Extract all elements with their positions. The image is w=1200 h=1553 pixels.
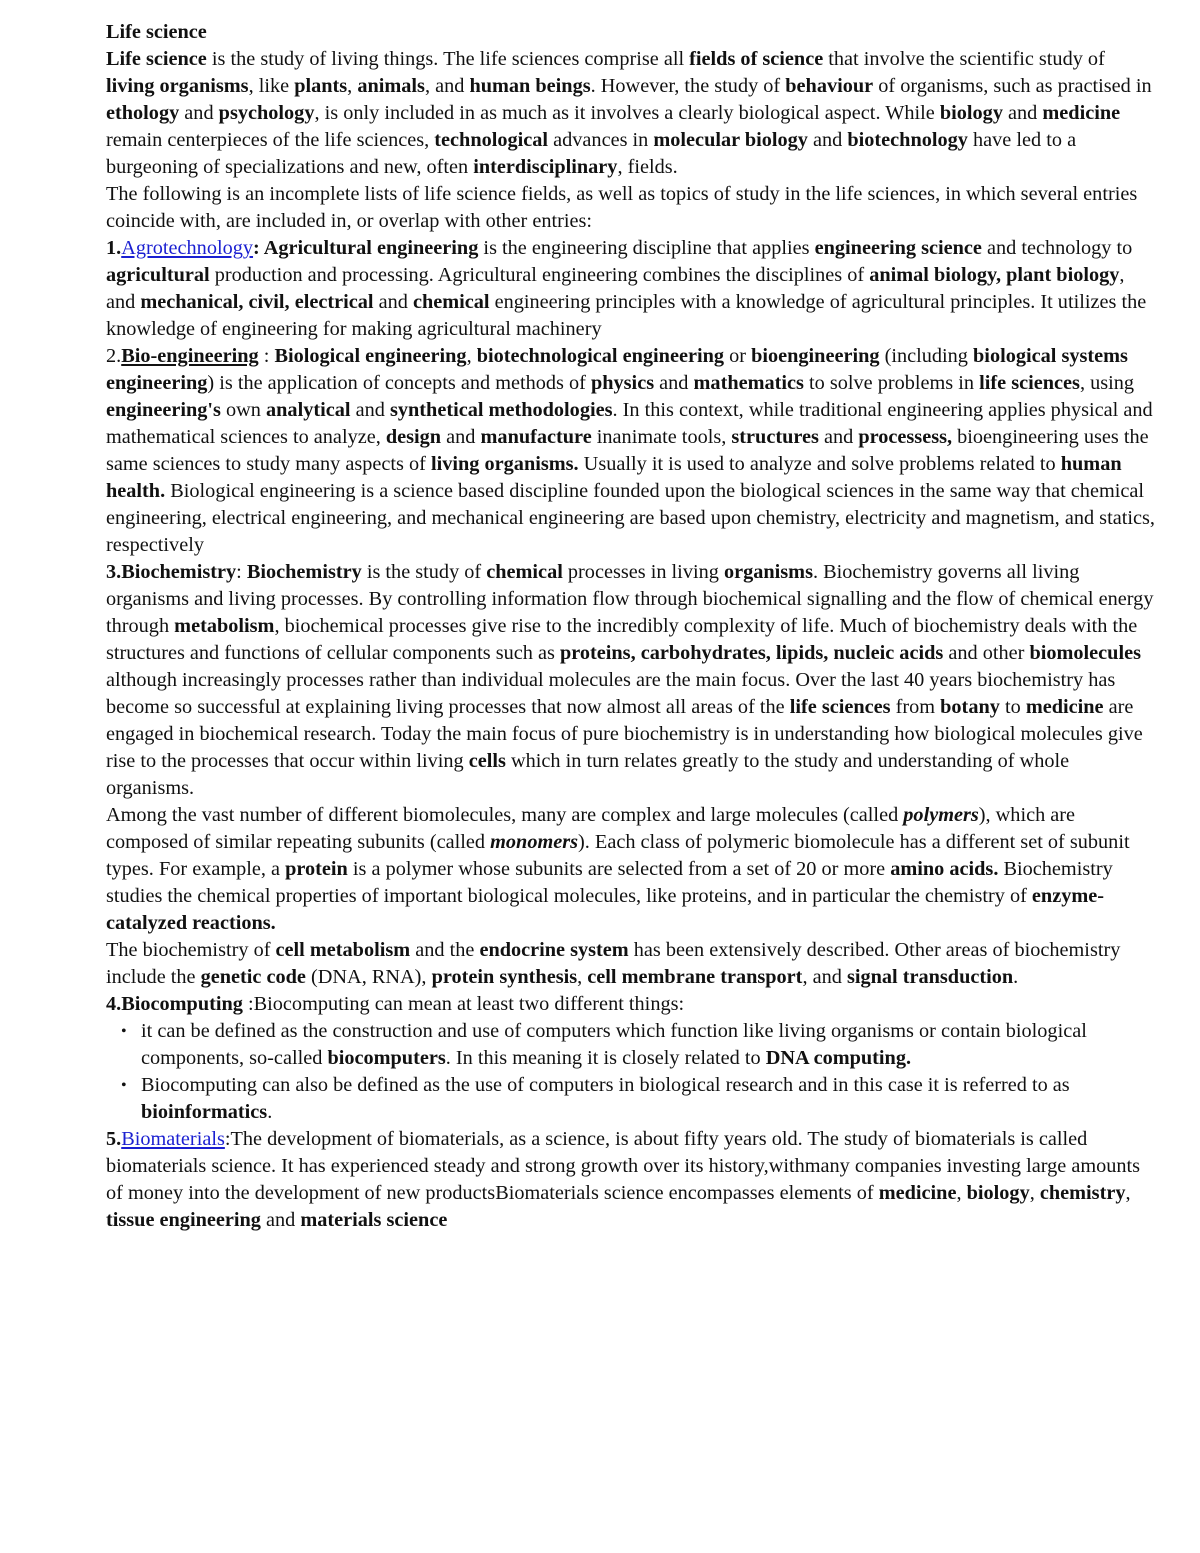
list-item: • it can be defined as the construction and use of computers which function like living organisms or contain biological components, so-called biocomputers. In this meaning it is closely related to DNA computing. — [121, 1020, 1087, 1069]
bullet-icon: • — [121, 1023, 127, 1040]
section-biomaterials: 5.Biomaterials:The development of biomaterials, as a science, is about fifty years old. The study of biomaterials is called biomaterials science. It has experienced steady and strong growth over its history,withmany companies investing large amounts of money into the development of new productsBiomaterials science encompasses elements of medicine, biology, chemistry, tissue engineering and materials science — [106, 1128, 1141, 1231]
document-page — [106, 19, 1156, 1234]
section-bio-engineering: 2.Bio-engineering : Biological engineering, biotechnological engineering or bioengineering (including biological systems engineering) is the application of concepts and methods of physics and mathematics to solve problems in life sciences, using engineering's own analytical and synthetical methodologies. In this context, while traditional engineering applies physical and mathematical sciences to analyze, design and manufacture inanimate tools, structures and processess, bioengineering uses the same sciences to study many aspects of living organisms. Usually it is used to analyze and solve problems related to human health. Biological engineering is a science based discipline founded upon the biological sciences in the same way that chemical engineering, electrical engineering, and mechanical engineering are based upon chemistry, electricity and magnetism, and statics, respectively — [106, 345, 1155, 556]
agrotechnology-link[interactable]: Agrotechnology — [121, 237, 254, 259]
biocomputing-list — [106, 1018, 1156, 1126]
lists-intro-paragraph: The following is an incomplete lists of life science fields, as well as topics of study in the life sciences, in which several entries coincide with, are included in, or overlap with other entries: — [106, 183, 1138, 232]
polymers-paragraph: Among the vast number of different biomolecules, many are complex and large molecules (called polymers), which are composed of similar repeating subunits (called monomers). Each class of polymeric biomolecule has a different set of subunit types. For example, a protein is a polymer whose subunits are selected from a set of 20 or more amino acids. Biochemistry studies the chemical properties of important biological molecules, like proteins, and in particular the chemistry of enzyme-catalyzed reactions. — [106, 804, 1130, 934]
intro-paragraph: Life science is the study of living things. The life sciences comprise all fields of science that involve the scientific study of living organisms, like plants, animals, and human beings. However, the study of behaviour of organisms, such as practised in ethology and psychology, is only included in as much as it involves a clearly biological aspect. While biology and medicine remain centerpieces of the life sciences, technological advances in molecular biology and biotechnology have led to a burgeoning of specializations and new, often interdisciplinary, fields. — [106, 48, 1152, 178]
bullet-icon: • — [121, 1077, 127, 1094]
document-title: Life science — [106, 21, 207, 43]
metabolism-paragraph: The biochemistry of cell metabolism and the endocrine system has been extensively described. Other areas of biochemistry include the genetic code (DNA, RNA), protein synthesis, cell membrane transport, and signal transduction. — [106, 939, 1121, 988]
section-agrotechnology: 1.Agrotechnology: Agricultural engineering is the engineering discipline that applies engineering science and technology to agricultural production and processing. Agricultural engineering combines the disciplines of animal biology, plant biology, and mechanical, civil, electrical and chemical engineering principles with a knowledge of agricultural principles. It utilizes the knowledge of engineering for making agricultural machinery — [106, 237, 1147, 340]
bio-engineering-heading: Bio-engineering — [121, 345, 259, 367]
section-biochemistry: 3.Biochemistry: Biochemistry is the study of chemical processes in living organisms. Biochemistry governs all living organisms and living processes. By controlling information flow through biochemical signalling and the flow of chemical energy through metabolism, biochemical processes give rise to the incredibly complexity of life. Much of biochemistry deals with the structures and functions of cellular components such as proteins, carbohydrates, lipids, nucleic acids and other biomolecules although increasingly processes rather than individual molecules are the main focus. Over the last 40 years biochemistry has become so successful at explaining living processes that now almost all areas of the life sciences from botany to medicine are engaged in biochemical research. Today the main focus of pure biochemistry is in understanding how biological molecules give rise to the processes that occur within living cells which in turn relates greatly to the study and understanding of whole organisms. — [106, 561, 1154, 799]
section-biocomputing: 4.Biocomputing :Biocomputing can mean at least two different things: — [106, 993, 685, 1015]
biomaterials-link[interactable]: Biomaterials — [121, 1128, 225, 1150]
list-item: • Biocomputing can also be defined as the use of computers in biological research and in this case it is referred to as bioinformatics. — [121, 1074, 1070, 1123]
